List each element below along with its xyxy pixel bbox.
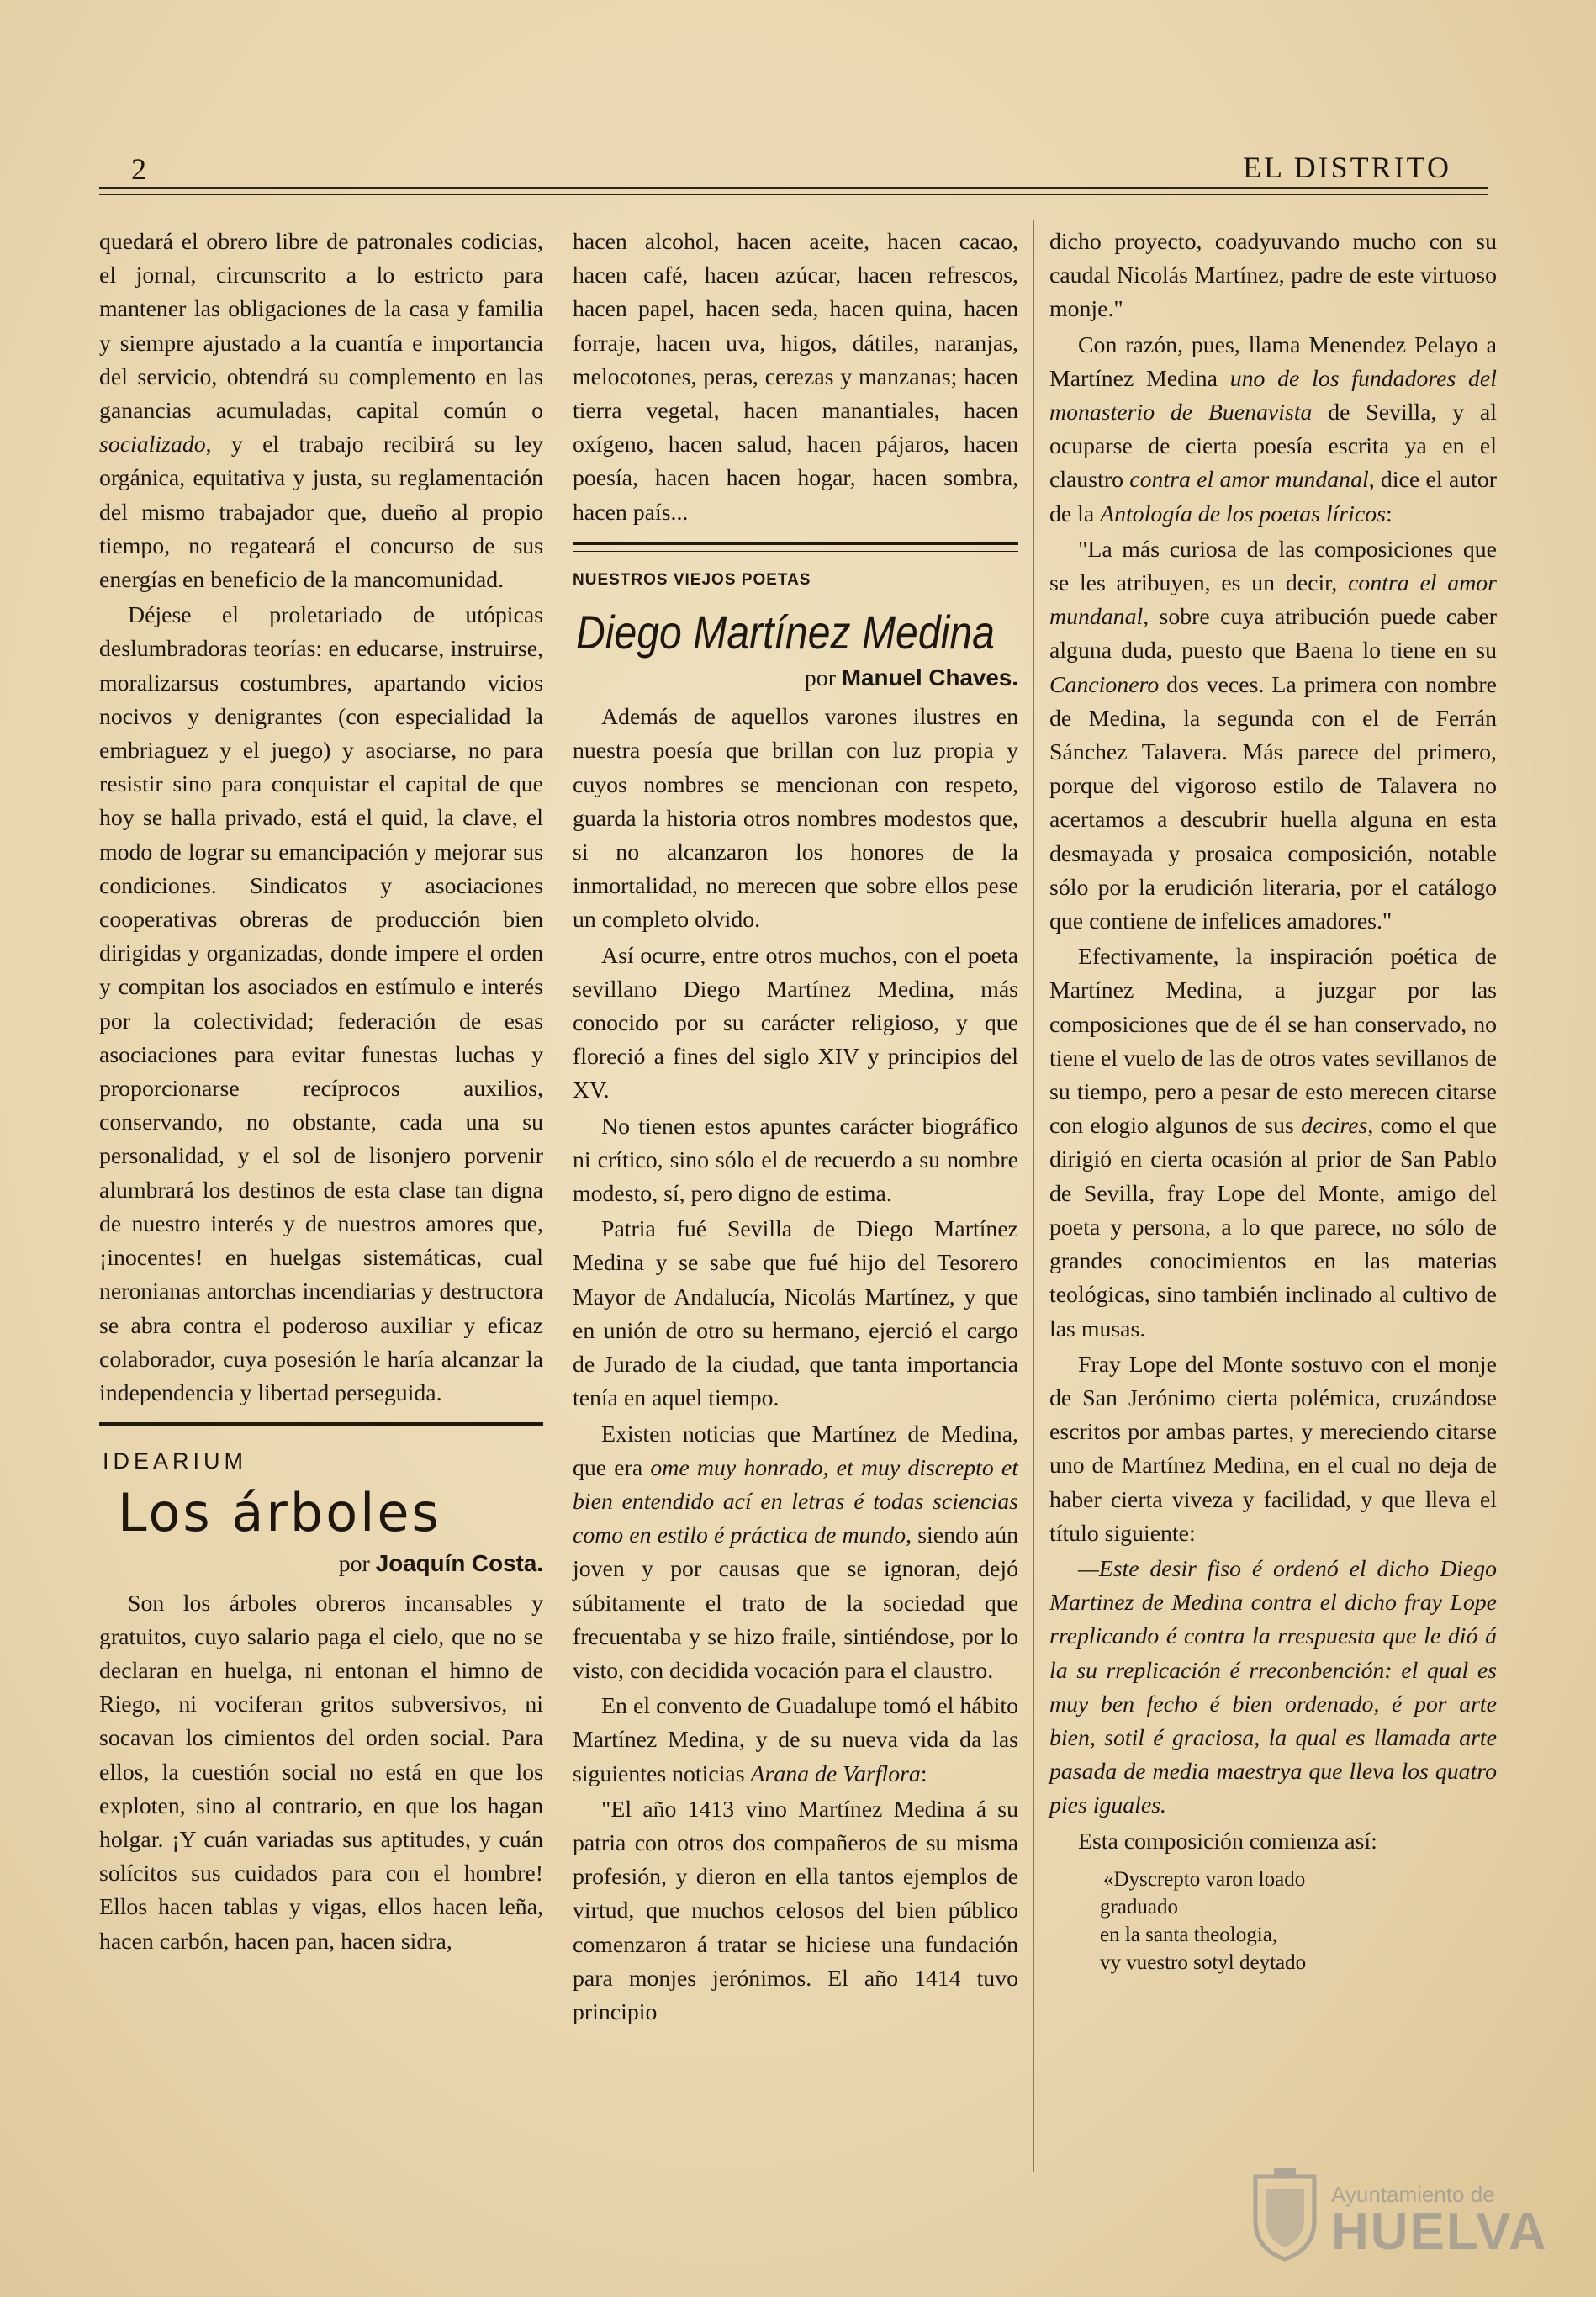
page-number: 2 [131,152,146,186]
paragraph: Esta composición comienza así: [1078,1828,1377,1855]
section-rule [573,542,1018,552]
page-header [99,143,1488,187]
verse-quote [1049,1866,1497,1977]
paragraph: quedará el obrero libre de patronales codicias, el jornal, circunscrito a lo estricto para mantener las obligaciones de la casa y familia y siempre ajustado a la cuantía e importancia del servicio, obtendrá su complemento en las ganancias acumuladas, capital común o socializado, y el trabajo recibirá su ley orgánica, equitativa y justa, su reglamentación del mismo trabajador que, dueño al propio tiempo, no regateará el concurso de sus energías en beneficio de la mancomunidad. [99,229,543,594]
paragraph: —Este desir fiso é ordenó el dicho Diego Martinez de Medina contra el dicho fray Lope rreplicando é contra la rrespuesta que le dió á la su rreplicación é rreconbención: el qual es muy ben fecho é bien ordenado, é por arte bien, sotil é graciosa, la qual es llamada arte pasada de media maestrya que lleva los quatro pies iguales. [1049,1555,1497,1819]
column-divider [1033,220,1034,2172]
paragraph: Déjese el proletariado de utópicas deslumbradoras teorías: en educarse, instruirse, moralizarsus costumbres, apartando vicios nocivos y denigrantes (con especialidad la embriaguez y el juego) y asociarse, no para resistir sino para conquistar el capital de que hoy se halla privado, está el quid, la clave, el modo de lograr su emancipación y mejorar sus condiciones. Sindicatos y asociaciones cooperativas obreras de producción bien dirigidas y organizadas, donde impere el orden y compitan los asociados en estímulo e interés por la colectividad; federación de esas asociaciones para evitar funestas luchas y proporcionarse recíprocos auxilios, conservando, no obstante, cada una su personalidad, y el sol de lisonjero porvenir alumbrará los destinos de esta clase tan digna de nuestro interés y de nuestros amores que, ¡inocentes! en huelgas sistemáticas, cual neronianas antorchas incendiarias y destructora se abra contra el poderoso auxiliar y eficaz colaborador, cuya posesión le haría alcanzar la independencia y libertad perseguida. [99,602,543,1406]
verse-line: en la santa theologia, [1100,1923,1278,1946]
paragraph: Fray Lope del Monte sostuvo con el monje de San Jerónimo cierta polémica, cruzándose escritos por ambas partes, y mereciendo citarse uno de Martínez Medina, en el cual no deja de haber cierta viveza y facilidad, y que lleva el título siguiente: [1049,1351,1497,1547]
section-kicker: IDEARIUM [103,1448,248,1474]
paragraph: Son los árboles obreros incansables y gratuitos, cuyo salario paga el cielo, que no se declaran en huelga, ni entonan el himno de Riego, ni vociferan gritos subversivos, ni socavan los cimientos del orden social. Para ellos, la cuestión social no está en que los exploten, sino al contrario, en que los hagan holgar. ¡Y cuán variadas sus aptitudes, y cuán solícitos sus cuidados para con el hombre! Ellos hacen tablas y vigas, ellos hacen leña, hacen carbón, hacen pan, hacen sidra, [99,1590,543,1955]
byline: por Joaquín Costa. [338,1550,543,1578]
section-rule [99,1422,543,1432]
coat-of-arms-icon [1249,2168,1321,2263]
column-2 [573,225,1018,2030]
byline: por Manuel Chaves. [804,664,1018,692]
masthead: EL DISTRITO [1243,151,1451,184]
column-3 [1049,225,1497,1977]
paragraph: En el convento de Guadalupe tomó el hábito Martínez Medina, y de su nueva vida da las siguientes noticias Arana de Varflora: [573,1693,1018,1787]
article-title: Diego Martínez Medina [576,606,995,659]
paragraph: dicho proyecto, coadyuvando mucho con su caudal Nicolás Martínez, padre de este virtuoso monje." [1049,229,1497,323]
archive-watermark [1249,2168,1548,2269]
paragraph: Así ocurre, entre otros muchos, con el poeta sevillano Diego Martínez Medina, más conocido por su carácter religioso, y que floreció a fines del siglo XIV y principios del XV. [573,942,1018,1104]
verse-line: graduado [1100,1895,1179,1919]
header-rule [99,187,1488,195]
paragraph: Efectivamente, la inspiración poética de Martínez Medina, a juzgar por las composiciones que de él se han conservado, no tiene el vuelo de las de otros vates sevillanos de su tiempo, pero a pesar de esto merecen citarse con elogio algunos de sus decires, como el que dirigió en cierta ocasión al prior de San Pablo de Sevilla, fray Lope del Monte, amigo del poeta y persona, a lo que parece, no sólo de grandes conocimientos en las materias teológicas, sino también inclinado al cultivo de las musas. [1049,944,1498,1342]
paragraph: No tienen estos apuntes carácter biográfico ni crítico, sino sólo el de recuerdo a su nombre modesto, sí, pero digno de estima. [573,1113,1018,1208]
section-kicker: NUESTROS VIEJOS POETAS [573,570,811,589]
paragraph: "La más curiosa de las composiciones que se les atribuyen, es un decir, contra el amor mundanal, sobre cuya atribución puede caber alguna duda, puesto que Baena lo tiene en su Cancionero dos veces. La primera con nombre de Medina, la segunda con el de Ferrán Sánchez Talavera. Más parece del primero, porque del vigoroso estilo de Talavera no acertamos a descubrir huella alguna en esta desmayada y prosaica composición, notable sólo por la erudición literaria, por el catálogo que contiene de infelices amadores." [1049,536,1497,935]
paragraph: Existen noticias que Martínez de Medina, que era ome muy honrado, et muy discrepto et bien entendido ací en letras é todas sciencias como en estilo é práctica de mundo, siendo aún joven y por causas que se ignoran, dejó súbitamente el trato de la sociedad que frecuentaba y se hizo fraile, sintiéndose, por lo visto, con decidida vocación para el claustro. [573,1421,1018,1684]
verse-line: «Dyscrepto varon loado [1103,1867,1306,1891]
watermark-line-2: HUELVA [1331,2203,1548,2261]
verse-line: vy vuestro sotyl deytado [1100,1950,1307,1974]
watermark-line-1: Ayuntamiento de [1331,2182,1495,2207]
paragraph: Además de aquellos varones ilustres en nuestra poesía que brillan con luz propia y cuyos nombres se mencionan con respeto, guarda la historia otros nombres modestos que, si no alcanzaron los honores de la inmortalidad, no merecen que sobre ellos pese un completo olvido. [573,704,1018,934]
column-1 [99,225,543,1959]
paragraph: Patria fué Sevilla de Diego Martínez Medina y se sabe que fué hijo del Tesorero Mayor de Andalucía, Nicolás Martínez, y que en unión de otro su hermano, ejerció el cargo de Jurado de la ciudad, que tanta importancia tenía en aquel tiempo. [573,1216,1018,1412]
paragraph: Con razón, pues, llama Menendez Pelayo a Martínez Medina uno de los fundadores del monasterio de Buenavista de Sevilla, y al ocuparse de cierta poesía escrita ya en el claustro contra el amor mundanal, dice el autor de la Antología de los poetas líricos: [1049,331,1497,527]
paragraph: hacen alcohol, hacen aceite, hacen cacao, hacen café, hacen azúcar, hacen refrescos, hacen papel, hacen seda, hacen quina, hacen forraje, hacen uva, higos, dátiles, naranjas, melocotones, peras, cerezas y manzanas; hacen tierra vegetal, hacen manantiales, hacen oxígeno, hacen salud, hacen pájaros, hacen poesía, hacen hacen hogar, hacen sombra, hacen país... [573,229,1018,526]
article-title: Los árboles [118,1482,441,1544]
paragraph: "El año 1413 vino Martínez Medina á su patria con otros dos compañeros de su misma profesión, y dieron en ella tantos ejemplos de virtud, que muchos celosos del bien público comenzaron á tratar se hiciese una fundación para monjes jerónimos. El año 1414 tuvo principio [573,1796,1018,2025]
